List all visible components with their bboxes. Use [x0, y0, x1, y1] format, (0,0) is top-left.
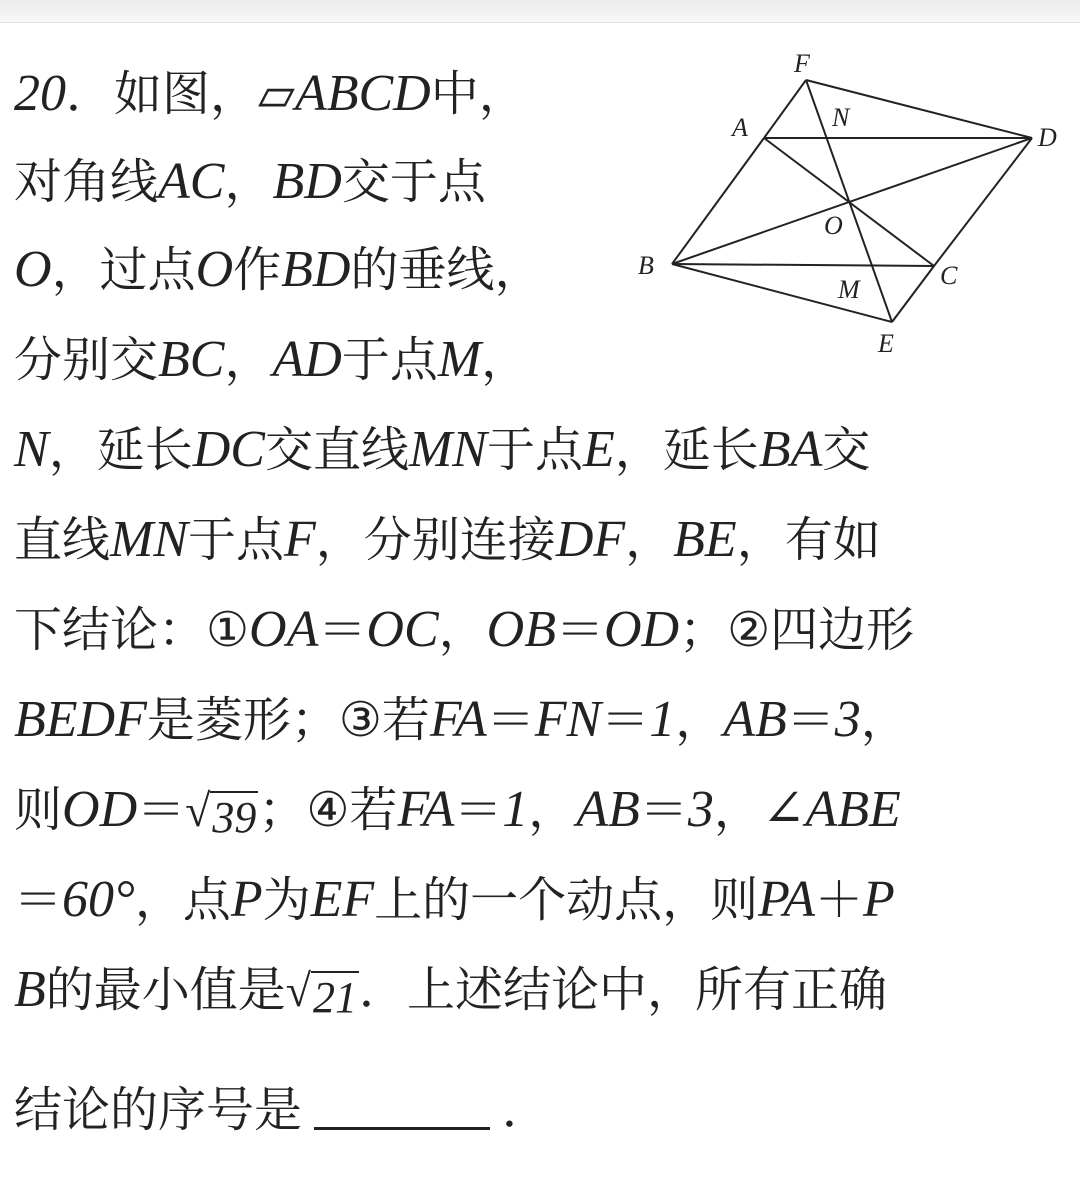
question-line-6: [14, 510, 881, 570]
text-run: ＝: [555, 602, 604, 658]
text-run: 为: [262, 872, 311, 928]
text-run: ＝: [486, 692, 535, 748]
text-run: ，: [675, 692, 724, 748]
text-run: ，点: [134, 872, 231, 928]
radical-sign: √: [185, 785, 211, 836]
text-run: ＝: [454, 782, 503, 838]
math-run: ∠ABE: [761, 781, 901, 838]
label-C: C: [940, 261, 958, 290]
radical-sign: √: [285, 965, 312, 1016]
text-run: ，: [224, 154, 273, 210]
text-run: ＝: [786, 692, 835, 748]
math-run: BD: [281, 241, 351, 298]
text-run: 则: [14, 782, 63, 838]
math-run: O: [195, 241, 234, 298]
text-run: ；④若: [258, 782, 398, 838]
text-run: ．: [502, 1082, 551, 1138]
text-run: ，: [224, 332, 273, 388]
question-line-7: [14, 600, 914, 660]
radicand: 39: [212, 793, 257, 842]
geometry-figure: [628, 40, 1068, 370]
sqrt-21: [286, 961, 359, 1022]
math-run: F: [284, 511, 316, 568]
question-line-3: [14, 240, 543, 300]
text-run: ，: [528, 782, 577, 838]
text-run: 直线: [14, 512, 111, 568]
text-run: 于点: [486, 422, 583, 478]
math-run: N: [14, 421, 49, 478]
math-run: BA: [758, 421, 823, 478]
math-run: 1: [649, 691, 676, 748]
question-line-11: [14, 960, 887, 1020]
math-run: 60°: [62, 871, 135, 928]
question-line-10: [14, 870, 895, 930]
text-run: 中，: [430, 66, 527, 122]
label-E: E: [878, 329, 894, 358]
text-run: ＝: [14, 872, 63, 928]
segment-AF: [764, 80, 806, 138]
label-F: F: [794, 49, 810, 78]
math-run: OD: [604, 601, 680, 658]
sqrt-39: [185, 781, 258, 842]
math-run: OA: [249, 601, 319, 658]
text-run: ，: [438, 602, 487, 658]
text-run: 交于点: [341, 154, 486, 210]
math-run: 3: [687, 781, 714, 838]
math-run: MN: [110, 511, 189, 568]
text-run: ，: [481, 332, 530, 388]
math-run: E: [582, 421, 615, 478]
label-D: D: [1038, 123, 1057, 152]
label-A: A: [732, 113, 748, 142]
answer-blank[interactable]: [314, 1087, 490, 1130]
math-run: OC: [366, 601, 439, 658]
label-N: N: [832, 103, 850, 132]
math-run: M: [437, 331, 482, 388]
segment-CB: [672, 264, 934, 266]
segment-CE: [892, 266, 934, 322]
text-run: ，有如: [736, 512, 881, 568]
segment-BA: [672, 138, 764, 264]
text-run: 是菱形；③若: [146, 692, 430, 748]
text-run: ＋: [814, 872, 863, 928]
text-run: 分别交: [14, 332, 159, 388]
math-run: PA: [758, 871, 815, 928]
math-run: DC: [192, 421, 265, 478]
math-run: BEDF: [14, 691, 147, 748]
text-run: ，: [625, 512, 674, 568]
math-run: MN: [408, 421, 487, 478]
radicand: 21: [313, 973, 358, 1022]
text-run: 交直线: [264, 422, 409, 478]
text-run: ；②四边形: [679, 602, 915, 658]
parallelogram-symbol: ▱: [258, 66, 295, 122]
text-run: ，: [860, 692, 909, 748]
text-run: ．如图，: [66, 66, 259, 122]
text-run: 于点: [341, 332, 438, 388]
math-run: AC: [158, 153, 225, 210]
text-run: ，延长: [48, 422, 193, 478]
question-line-1: [14, 64, 527, 124]
text-run: ，延长: [614, 422, 759, 478]
math-run: BC: [158, 331, 225, 388]
math-run: O: [14, 241, 52, 298]
math-run: FN: [534, 691, 602, 748]
math-run: EF: [310, 871, 375, 928]
text-run: ＝: [137, 782, 186, 838]
math-run: B: [14, 961, 46, 1018]
math-run: P: [863, 871, 895, 928]
text-run: ，: [713, 782, 762, 838]
top-bar: [0, 0, 1080, 23]
label-O: O: [824, 211, 843, 240]
question-line-12: [14, 1080, 550, 1140]
text-run: 的垂线，: [350, 242, 543, 298]
text-run: 于点: [188, 512, 285, 568]
text-run: ，分别连接: [315, 512, 556, 568]
math-run: OD: [62, 781, 138, 838]
math-run: AB: [723, 691, 787, 748]
text-run: ．上述结论中，所有正确: [359, 962, 888, 1018]
text-run: 对角线: [14, 154, 159, 210]
question-number: 20: [14, 65, 66, 122]
question-line-9: [14, 780, 901, 840]
math-run: ABCD: [294, 65, 431, 122]
question-line-2: [14, 152, 486, 212]
math-run: BD: [272, 153, 342, 210]
segment-DC: [934, 138, 1032, 266]
diagonal-BD: [672, 138, 1032, 264]
question-line-4: [14, 330, 529, 390]
math-run: AB: [576, 781, 640, 838]
text-run: 上的一个动点，则: [374, 872, 759, 928]
question-line-5: [14, 420, 870, 480]
text-run: ＝: [639, 782, 688, 838]
label-M: M: [838, 275, 860, 304]
text-run: ＝: [601, 692, 650, 748]
math-run: FA: [429, 691, 487, 748]
math-run: AD: [272, 331, 342, 388]
text-run: ＝: [318, 602, 367, 658]
text-run: ，过点: [51, 242, 196, 298]
math-run: 1: [502, 781, 529, 838]
text-run: 下结论：①: [14, 602, 250, 658]
math-run: DF: [555, 511, 626, 568]
question-line-8: [14, 690, 909, 750]
math-run: FA: [397, 781, 455, 838]
text-run: 结论的序号是: [14, 1082, 303, 1138]
text-run: 的最小值是: [45, 962, 286, 1018]
math-run: OB: [486, 601, 556, 658]
math-run: 3: [834, 691, 861, 748]
text-run: 作: [233, 242, 282, 298]
math-run: BE: [673, 511, 737, 568]
label-B: B: [638, 251, 654, 280]
text-run: 交: [822, 422, 871, 478]
math-run: P: [230, 871, 263, 928]
